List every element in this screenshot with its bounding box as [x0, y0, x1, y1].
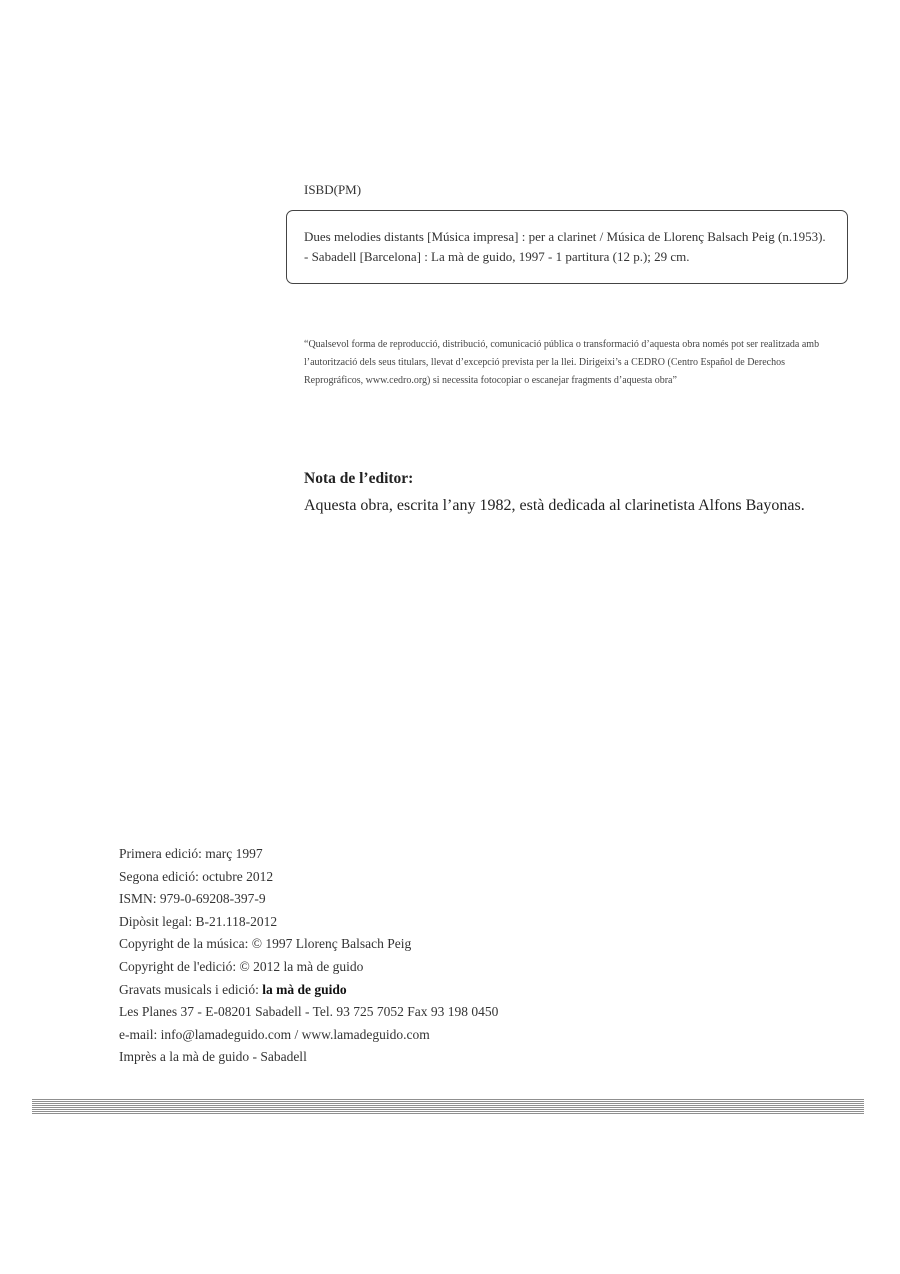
music-copyright: Copyright de la música: © 1997 Llorenç Balsach Peig [119, 936, 412, 952]
colophon [119, 843, 639, 1069]
footer-rule [32, 1099, 864, 1115]
engraving-publisher: la mà de guido [262, 981, 347, 997]
publisher-contact: e-mail: info@lamadeguido.com / www.lamadeguido.com [119, 1026, 430, 1042]
edition-copyright: Copyright de l'edició: © 2012 la mà de guido [119, 958, 364, 974]
printed-at: Imprès a la mà de guido - Sabadell [119, 1049, 307, 1065]
legal-deposit: Dipòsit legal: B-21.118-2012 [119, 913, 278, 929]
ismn: ISMN: 979-0-69208-397-9 [119, 891, 266, 907]
engraving-label: Gravats musicals i edició: [119, 981, 263, 997]
isbd-label: ISBD(PM) [304, 182, 362, 197]
publisher-address: Les Planes 37 - E-08201 Sabadell - Tel. 93 725 7052 Fax 93 198 0450 [119, 1004, 499, 1020]
second-edition: Segona edició: octubre 2012 [119, 868, 274, 884]
first-edition: Primera edició: març 1997 [119, 846, 263, 861]
isbd-description: Dues melodies distants [Música impresa] : per a clarinet / Música de Llorenç Balsach Peig (n.1953). - Sabadell [Barcelona] : La mà de guido, 1997 - 1 partitura (12 p.); 29 cm. [304, 229, 826, 264]
editor-note-title: Nota de l’editor: [304, 470, 414, 487]
engraving-credit [119, 979, 639, 1002]
copyright-notice: “Qualsevol forma de reproducció, distribució, comunicació pública o transformació d’aquesta obra només pot ser realitzada amb l’autorització dels seus titulars, llevat d’excepció prevista per la llei. Dirigeixi’s a CEDRO (Centro Español de Derechos Reprográficos, www.cedro.org) si necessita fotocopiar o escanejar fragments d’aquesta obra” [304, 339, 820, 386]
editor-note-text: Aquesta obra, escrita l’any 1982, està dedicada al clarinetista Alfons Bayonas. [304, 497, 805, 514]
